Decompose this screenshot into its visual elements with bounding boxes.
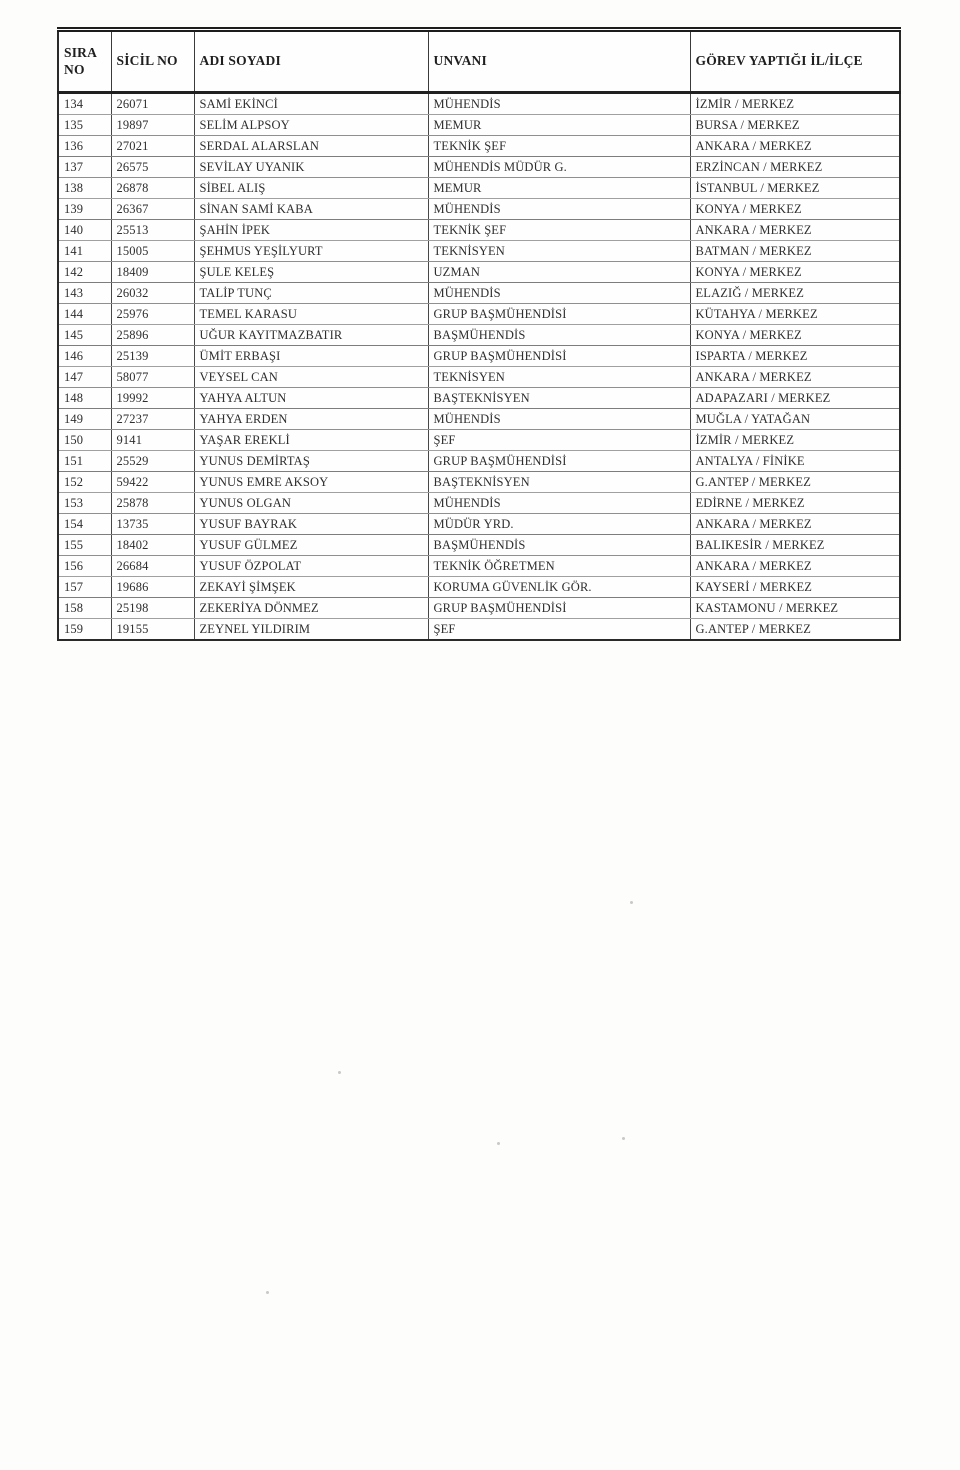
cell-sira-no: 156 — [58, 556, 111, 577]
table-row — [58, 451, 900, 472]
cell-sira-no: 137 — [58, 157, 111, 178]
cell-adi-soyadi: ŞEHMUS YEŞİLYURT — [194, 241, 428, 262]
cell-unvani: KORUMA GÜVENLİK GÖR. — [428, 577, 690, 598]
cell-gorev-il-ilce: KONYA / MERKEZ — [690, 325, 900, 346]
cell-sira-no: 149 — [58, 409, 111, 430]
cell-gorev-il-ilce: G.ANTEP / MERKEZ — [690, 619, 900, 641]
cell-sicil-no: 26684 — [111, 556, 194, 577]
cell-adi-soyadi: SİNAN SAMİ KABA — [194, 199, 428, 220]
cell-sicil-no: 27237 — [111, 409, 194, 430]
cell-unvani: BAŞTEKNİSYEN — [428, 388, 690, 409]
cell-adi-soyadi: YUNUS EMRE AKSOY — [194, 472, 428, 493]
table-row — [58, 556, 900, 577]
cell-sira-no: 152 — [58, 472, 111, 493]
cell-sicil-no: 25513 — [111, 220, 194, 241]
table-row — [58, 598, 900, 619]
cell-gorev-il-ilce: ADAPAZARI / MERKEZ — [690, 388, 900, 409]
cell-sira-no: 150 — [58, 430, 111, 451]
table-row — [58, 178, 900, 199]
table-row — [58, 136, 900, 157]
cell-sicil-no: 59422 — [111, 472, 194, 493]
cell-sicil-no: 9141 — [111, 430, 194, 451]
cell-gorev-il-ilce: ANTALYA / FİNİKE — [690, 451, 900, 472]
table-row — [58, 157, 900, 178]
cell-unvani: MÜHENDİS — [428, 283, 690, 304]
cell-gorev-il-ilce: ANKARA / MERKEZ — [690, 367, 900, 388]
cell-sicil-no: 25198 — [111, 598, 194, 619]
cell-sira-no: 139 — [58, 199, 111, 220]
cell-adi-soyadi: ZEKERİYA DÖNMEZ — [194, 598, 428, 619]
cell-adi-soyadi: TALİP TUNÇ — [194, 283, 428, 304]
cell-gorev-il-ilce: İZMİR / MERKEZ — [690, 93, 900, 115]
cell-sira-no: 155 — [58, 535, 111, 556]
table-row — [58, 514, 900, 535]
cell-sira-no: 151 — [58, 451, 111, 472]
cell-unvani: ŞEF — [428, 430, 690, 451]
cell-gorev-il-ilce: ANKARA / MERKEZ — [690, 514, 900, 535]
cell-adi-soyadi: SİBEL ALIŞ — [194, 178, 428, 199]
cell-unvani: TEKNİSYEN — [428, 241, 690, 262]
cell-sira-no: 135 — [58, 115, 111, 136]
cell-sira-no: 138 — [58, 178, 111, 199]
cell-sira-no: 147 — [58, 367, 111, 388]
table-row — [58, 199, 900, 220]
table-row — [58, 325, 900, 346]
cell-sira-no: 141 — [58, 241, 111, 262]
cell-adi-soyadi: ŞULE KELEŞ — [194, 262, 428, 283]
cell-gorev-il-ilce: EDİRNE / MERKEZ — [690, 493, 900, 514]
header-adi-soyadi: ADI SOYADI — [194, 30, 428, 93]
table-row — [58, 619, 900, 641]
cell-unvani: MÜHENDİS — [428, 493, 690, 514]
cell-gorev-il-ilce: ANKARA / MERKEZ — [690, 136, 900, 157]
cell-sicil-no: 18402 — [111, 535, 194, 556]
cell-sicil-no: 26032 — [111, 283, 194, 304]
cell-gorev-il-ilce: G.ANTEP / MERKEZ — [690, 472, 900, 493]
cell-sira-no: 134 — [58, 93, 111, 115]
scan-speck — [338, 1071, 341, 1074]
cell-adi-soyadi: SAMİ EKİNCİ — [194, 93, 428, 115]
header-unvani: UNVANI — [428, 30, 690, 93]
cell-adi-soyadi: YUSUF GÜLMEZ — [194, 535, 428, 556]
table-row — [58, 241, 900, 262]
cell-unvani: MÜHENDİS — [428, 199, 690, 220]
cell-adi-soyadi: YUNUS OLGAN — [194, 493, 428, 514]
cell-adi-soyadi: YAŞAR EREKLİ — [194, 430, 428, 451]
cell-sicil-no: 18409 — [111, 262, 194, 283]
table-row — [58, 430, 900, 451]
table-row — [58, 472, 900, 493]
cell-sira-no: 159 — [64, 621, 84, 636]
cell-adi-soyadi: ŞAHİN İPEK — [194, 220, 428, 241]
cell-unvani: ŞEF — [428, 619, 690, 641]
cell-adi-soyadi: YUNUS DEMİRTAŞ — [194, 451, 428, 472]
cell-gorev-il-ilce: KONYA / MERKEZ — [690, 199, 900, 220]
cell-unvani: GRUP BAŞMÜHENDİSİ — [428, 304, 690, 325]
cell-unvani: TEKNİK ÖĞRETMEN — [428, 556, 690, 577]
cell-sicil-no: 19686 — [111, 577, 194, 598]
cell-gorev-il-ilce: İSTANBUL / MERKEZ — [690, 178, 900, 199]
cell-unvani: MÜHENDİS — [428, 409, 690, 430]
cell-adi-soyadi: YAHYA ERDEN — [194, 409, 428, 430]
table-row — [58, 388, 900, 409]
header-sicil-no: SİCİL NO — [111, 30, 194, 93]
cell-sicil-no: 26367 — [111, 199, 194, 220]
cell-unvani: TEKNİSYEN — [428, 367, 690, 388]
cell-sicil-no: 25529 — [111, 451, 194, 472]
table-body — [58, 93, 900, 641]
cell-unvani: GRUP BAŞMÜHENDİSİ — [428, 598, 690, 619]
table-row — [58, 367, 900, 388]
table-header — [58, 30, 900, 93]
table-row — [58, 262, 900, 283]
cell-unvani: BAŞMÜHENDİS — [428, 325, 690, 346]
table-row — [58, 409, 900, 430]
personnel-table — [57, 27, 901, 641]
cell-sicil-no: 15005 — [111, 241, 194, 262]
cell-unvani: BAŞMÜHENDİS — [428, 535, 690, 556]
cell-sicil-no: 19992 — [111, 388, 194, 409]
cell-gorev-il-ilce: KÜTAHYA / MERKEZ — [690, 304, 900, 325]
cell-sira-no: 145 — [58, 325, 111, 346]
cell-gorev-il-ilce: ELAZIĞ / MERKEZ — [690, 283, 900, 304]
table-row — [58, 93, 900, 115]
cell-adi-soyadi: SERDAL ALARSLAN — [194, 136, 428, 157]
cell-gorev-il-ilce: KASTAMONU / MERKEZ — [690, 598, 900, 619]
cell-sira-no: 148 — [58, 388, 111, 409]
cell-unvani: GRUP BAŞMÜHENDİSİ — [428, 451, 690, 472]
cell-sicil-no: 25896 — [111, 325, 194, 346]
table-row — [58, 304, 900, 325]
cell-unvani: MÜHENDİS MÜDÜR G. — [428, 157, 690, 178]
cell-gorev-il-ilce: ANKARA / MERKEZ — [690, 556, 900, 577]
cell-gorev-il-ilce: KONYA / MERKEZ — [690, 262, 900, 283]
scan-speck — [622, 1137, 625, 1140]
cell-adi-soyadi: VEYSEL CAN — [194, 367, 428, 388]
cell-sira-no: 144 — [58, 304, 111, 325]
table-row — [58, 283, 900, 304]
table-row — [58, 220, 900, 241]
cell-sicil-no: 26071 — [111, 93, 194, 115]
cell-unvani: MEMUR — [428, 115, 690, 136]
cell-gorev-il-ilce: BALIKESİR / MERKEZ — [690, 535, 900, 556]
cell-sira-no: 140 — [58, 220, 111, 241]
cell-sira-no: 146 — [58, 346, 111, 367]
cell-unvani: UZMAN — [428, 262, 690, 283]
cell-unvani: MEMUR — [428, 178, 690, 199]
cell-adi-soyadi: YUSUF ÖZPOLAT — [194, 556, 428, 577]
table-row — [58, 346, 900, 367]
cell-adi-soyadi: SELİM ALPSOY — [194, 115, 428, 136]
cell-adi-soyadi: ZEKAYİ ŞİMŞEK — [194, 577, 428, 598]
scan-speck — [497, 1142, 500, 1145]
cell-gorev-il-ilce: BURSA / MERKEZ — [690, 115, 900, 136]
cell-unvani: TEKNİK ŞEF — [428, 220, 690, 241]
table-row — [58, 577, 900, 598]
cell-adi-soyadi: ZEYNEL YILDIRIM — [194, 619, 428, 641]
cell-sicil-no: 25976 — [111, 304, 194, 325]
cell-adi-soyadi: SEVİLAY UYANIK — [194, 157, 428, 178]
cell-sira-no: 142 — [58, 262, 111, 283]
cell-adi-soyadi: YUSUF BAYRAK — [194, 514, 428, 535]
cell-sicil-no: 26575 — [111, 157, 194, 178]
cell-sicil-no: 27021 — [111, 136, 194, 157]
scan-speck — [266, 1291, 269, 1294]
table-row — [58, 493, 900, 514]
cell-gorev-il-ilce: İZMİR / MERKEZ — [690, 430, 900, 451]
cell-gorev-il-ilce: BATMAN / MERKEZ — [690, 241, 900, 262]
cell-unvani: BAŞTEKNİSYEN — [428, 472, 690, 493]
cell-gorev-il-ilce: MUĞLA / YATAĞAN — [690, 409, 900, 430]
cell-gorev-il-ilce: ANKARA / MERKEZ — [690, 220, 900, 241]
cell-sicil-no: 13735 — [111, 514, 194, 535]
cell-gorev-il-ilce: KAYSERİ / MERKEZ — [690, 577, 900, 598]
table-row — [58, 115, 900, 136]
cell-gorev-il-ilce: ERZİNCAN / MERKEZ — [690, 157, 900, 178]
cell-sira-no: 153 — [58, 493, 111, 514]
header-gorev-il-ilce: GÖREV YAPTIĞI İL/İLÇE — [690, 30, 900, 93]
cell-sira-no: 157 — [58, 577, 111, 598]
header-sira-no: SIRA NO — [58, 30, 111, 93]
cell-sicil-no: 58077 — [111, 367, 194, 388]
cell-unvani: GRUP BAŞMÜHENDİSİ — [428, 346, 690, 367]
cell-adi-soyadi: ÜMİT ERBAŞI — [194, 346, 428, 367]
cell-sira-no: 143 — [58, 283, 111, 304]
cell-sicil-no: 25878 — [111, 493, 194, 514]
scan-speck — [630, 901, 633, 904]
cell-adi-soyadi: TEMEL KARASU — [194, 304, 428, 325]
cell-sira-no: 154 — [58, 514, 111, 535]
cell-sicil-no: 25139 — [111, 346, 194, 367]
cell-unvani: MÜDÜR YRD. — [428, 514, 690, 535]
cell-sira-no: 136 — [58, 136, 111, 157]
cell-sicil-no: 19897 — [111, 115, 194, 136]
cell-unvani: TEKNİK ŞEF — [428, 136, 690, 157]
cell-adi-soyadi: YAHYA ALTUN — [194, 388, 428, 409]
cell-sicil-no: 19155 — [111, 619, 194, 641]
cell-adi-soyadi: UĞUR KAYITMAZBATIR — [194, 325, 428, 346]
table-row — [58, 535, 900, 556]
cell-unvani: MÜHENDİS — [428, 93, 690, 115]
cell-sicil-no: 26878 — [111, 178, 194, 199]
cell-gorev-il-ilce: ISPARTA / MERKEZ — [690, 346, 900, 367]
cell-sira-no: 158 — [58, 598, 111, 619]
